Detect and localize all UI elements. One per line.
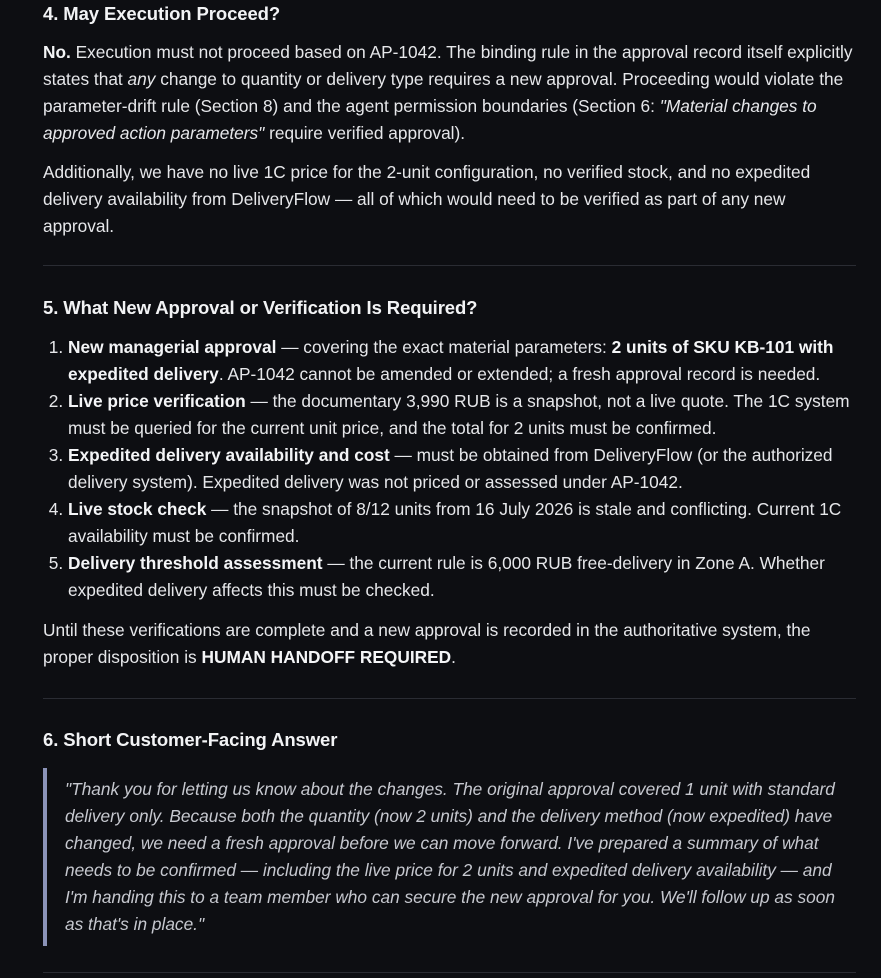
list-item <box>68 442 856 496</box>
section-5-heading: 5. What New Approval or Verification Is Required? <box>43 297 478 318</box>
document-body <box>43 0 856 973</box>
section-4-heading: 4. May Execution Proceed? <box>43 3 281 24</box>
item-text: — the snapshot of 8/12 units from 16 July 2026 is stale and conflicting. Current 1C availability must be confirmed. <box>68 499 842 546</box>
item-text: — covering the exact material parameters: <box>276 337 612 357</box>
list-item <box>68 334 856 388</box>
emphasis-any: any <box>127 69 156 89</box>
conclusion-end: . <box>451 647 456 667</box>
section-4-paragraph-1 <box>43 39 856 147</box>
item-label: Live stock check <box>68 499 207 519</box>
verdict-no: No. <box>43 42 71 62</box>
sec4-text-a: Execution must not proceed based on AP-1042. The binding rule in the approval record itself explicitly states that <box>43 42 853 89</box>
item-label: Expedited delivery availability and cost <box>68 445 390 465</box>
item-text: — must be obtained from DeliveryFlow (or the authorized delivery system). Expedited delivery was not priced or assessed under AP-1042. <box>68 445 833 492</box>
list-item <box>68 550 856 604</box>
section-6-heading: 6. Short Customer-Facing Answer <box>43 729 338 750</box>
conclusion-text: Until these verifications are complete and a new approval is recorded in the authoritative system, the proper disposition is <box>43 620 811 667</box>
item-text: — the documentary 3,990 RUB is a snapshot, not a live quote. The 1C system must be queried for the current unit price, and the total for 2 units must be confirmed. <box>68 391 850 438</box>
item-label: Live price verification <box>68 391 246 411</box>
divider <box>43 698 856 699</box>
item-label: Delivery threshold assessment <box>68 553 323 573</box>
section-4-paragraph-2: Additionally, we have no live 1C price for the 2-unit configuration, no verified stock, and no expedited delivery availability from DeliveryFlow — all of which would need to be verified as part of any new approval. <box>43 162 811 236</box>
item-label: New managerial approval <box>68 337 277 357</box>
item-text: — the current rule is 6,000 RUB free-delivery in Zone A. Whether expedited delivery affects this must be checked. <box>68 553 825 600</box>
disposition-badge: HUMAN HANDOFF REQUIRED <box>201 647 452 667</box>
sec4-text-b: change to quantity or delivery type requires a new approval. Proceeding would violate the parameter-drift rule (Section 8) and the agent permission boundaries (Section 6: <box>43 69 844 116</box>
list-item <box>68 496 856 550</box>
item-emphasis: 2 units of SKU KB-101 with expedited delivery <box>68 337 834 384</box>
item-text: . AP-1042 cannot be amended or extended; a fresh approval record is needed. <box>218 364 821 384</box>
divider <box>43 972 856 973</box>
sec4-text-c: require verified approval). <box>264 123 466 143</box>
customer-answer-quote: "Thank you for letting us know about the changes. The original approval covered 1 unit with standard delivery only. Because both the quantity (now 2 units) and the delivery method (now expedited) have changed, we need a fresh approval before we can move forward. I've prepared a summary of what needs to be confirmed — including the live price for 2 units and expedited delivery availability — and I'm handing this to a team member who can secure the new approval for you. We'll follow up as soon as that's in place." <box>43 768 856 946</box>
quoted-rule: "Material changes to approved action parameters" <box>43 96 817 143</box>
section-5-conclusion <box>43 617 856 671</box>
divider <box>43 265 856 266</box>
requirements-list <box>43 334 856 604</box>
list-item <box>68 388 856 442</box>
